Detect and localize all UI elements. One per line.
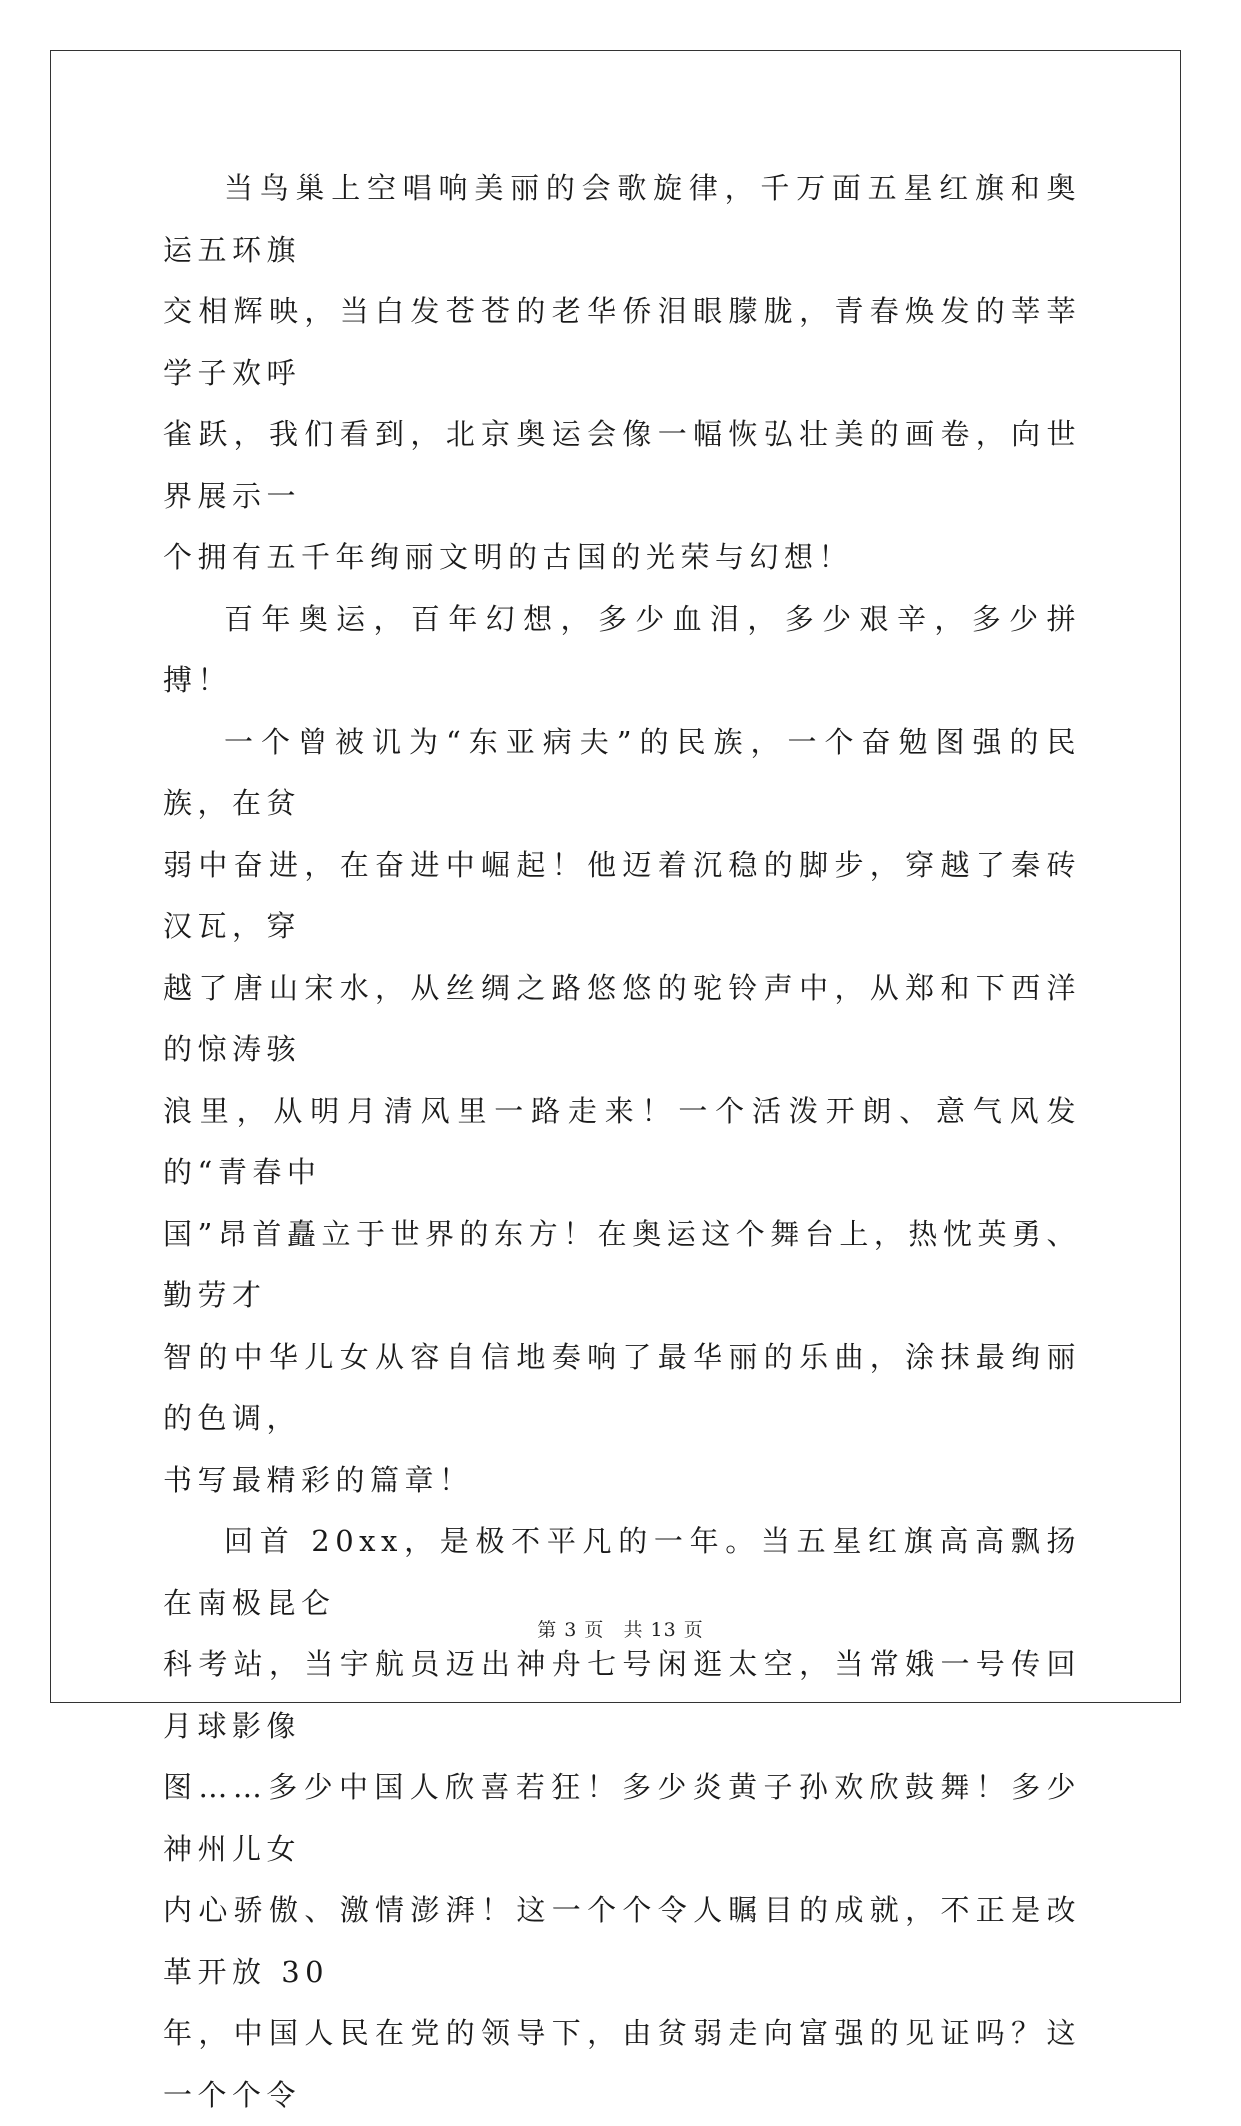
page-total: 共 13 页	[623, 1619, 704, 1641]
paragraph: 一个曾被讥为“东亚病夫”的民族，一个奋勉图强的民族，在贫 弱中奋进，在奋进中崛起！他迈着沉稳的脚步，穿越了秦砖汉瓦，穿 越了唐山宋水，从丝绸之路悠悠的驼铃声中，从郑和下西洋的惊涛骇 浪里，从明月清风里一路走来！一个活泼开朗、意气风发的“青春中 国”昂首矗立于世界的东方！在奥运这个舞台上，热忱英勇、勤劳才 智的中华儿女从容自信地奏响了最华丽的乐曲，涂抹最绚丽的色调， 书写最精彩的篇章！	[163, 724, 1081, 1497]
paragraph: 回首 20xx，是极不平凡的一年。当五星红旗高高飘扬在南极昆仑 科考站，当宇航员迈出神舟七号闲逛太空，当常娥一号传回月球影像 图……多少中国人欣喜若狂！多少炎黄子孙欢欣鼓舞！多少神州儿女 内心骄傲、激情澎湃！这一个个令人瞩目的成就，不正是改革开放 30 年，中国人民在党的领导下，由贫弱走向富强的见证吗？这一个个令	[163, 1524, 1081, 2112]
paragraph: 当鸟巢上空唱响美丽的会歌旋律，千万面五星红旗和奥运五环旗 交相辉映，当白发苍苍的老华侨泪眼朦胧，青春焕发的莘莘学子欢呼 雀跃，我们看到，北京奥运会像一幅恢弘壮美的画卷，向世界展示一 个拥有五千年绚丽文明的古国的光荣与幻想！	[163, 171, 1081, 574]
paragraph: 百年奥运，百年幻想，多少血泪，多少艰辛，多少拼搏！	[163, 601, 1081, 697]
document-body	[163, 158, 1081, 2126]
page-footer	[0, 1615, 1241, 1642]
page-number: 第 3 页	[537, 1619, 605, 1641]
